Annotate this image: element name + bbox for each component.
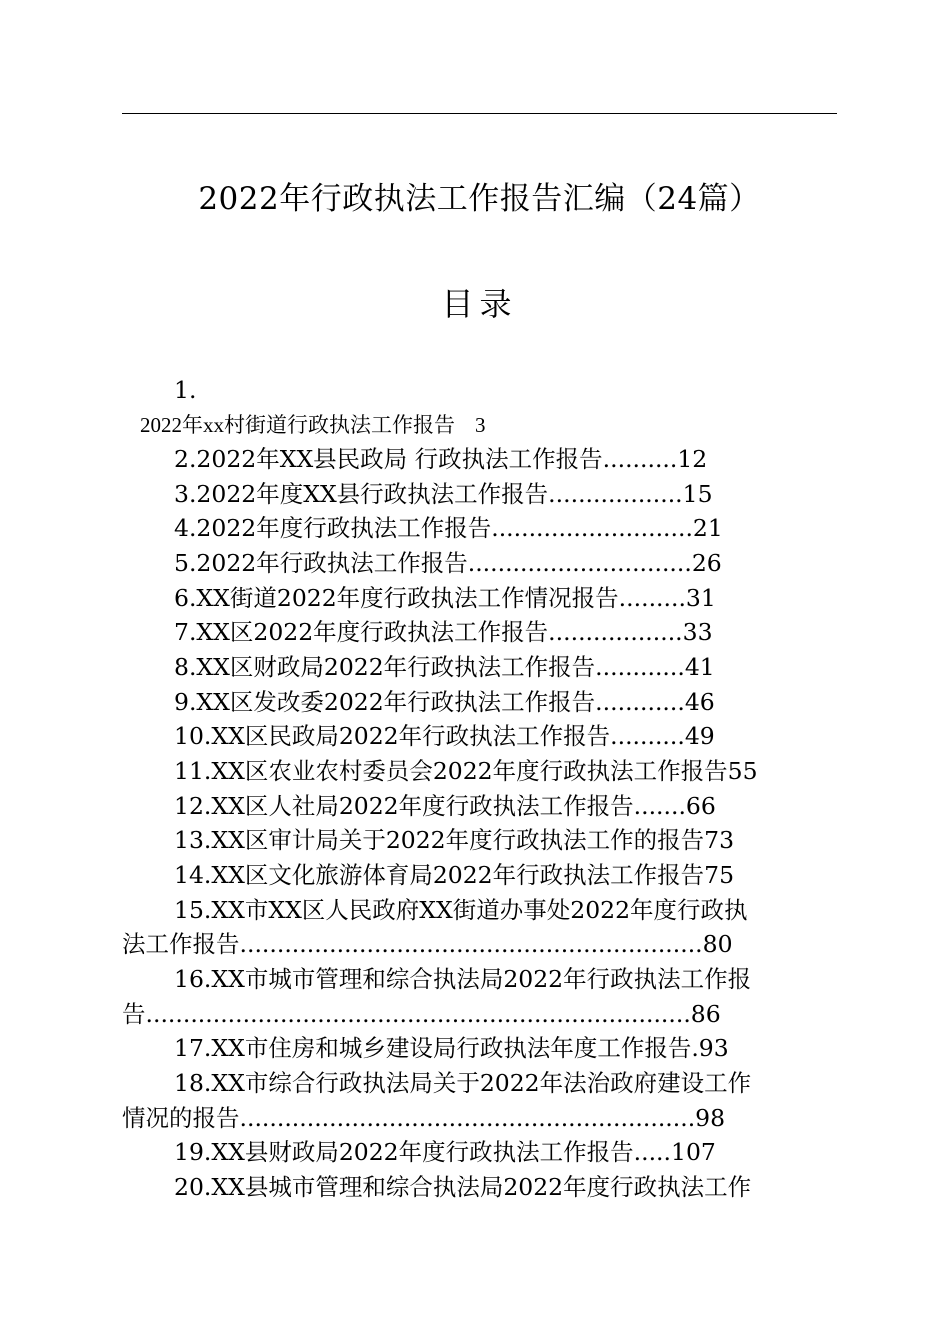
toc-entry-5[interactable]: 5.2022年行政执法工作报告..............................26 xyxy=(174,549,722,577)
toc-entry-2[interactable]: 2.2022年XX县民政局 行政执法工作报告..........12 xyxy=(174,445,708,473)
toc-entry-17[interactable]: 17.XX市住房和城乡建设局行政执法年度工作报告.93 xyxy=(174,1034,729,1062)
toc-entry-12[interactable]: 12.XX区人社局2022年度行政执法工作报告.......66 xyxy=(174,792,716,820)
toc-entry-1-page: 3 xyxy=(475,413,486,437)
toc-entry-19[interactable]: 19.XX县财政局2022年度行政执法工作报告.....107 xyxy=(174,1138,716,1166)
toc-entry-3[interactable]: 3.2022年度XX县行政执法工作报告..................15 xyxy=(174,480,713,508)
toc-entry-9[interactable]: 9.XX区发改委2022年行政执法工作报告............46 xyxy=(174,688,715,716)
toc-entry-4[interactable]: 4.2022年度行政执法工作报告...........................21 xyxy=(174,514,723,542)
toc-heading: 目录 xyxy=(441,285,518,323)
toc-entry-1-title: 2022年xx村街道行政执法工作报告 xyxy=(140,413,455,437)
toc-entry-10[interactable]: 10.XX区民政局2022年行政执法工作报告..........49 xyxy=(174,722,715,750)
toc-entry-20-line-1[interactable]: 20.XX县城市管理和综合执法局2022年度行政执法工作 xyxy=(174,1173,752,1201)
toc-entry-14[interactable]: 14.XX区文化旅游体育局2022年行政执法工作报告75 xyxy=(174,861,735,889)
toc-entry-18-line-2[interactable]: 情况的报告.............................................................98 xyxy=(122,1104,726,1132)
toc-entry-11[interactable]: 11.XX区农业农村委员会2022年度行政执法工作报告55 xyxy=(174,757,758,785)
toc-entry-1-number[interactable]: 1. xyxy=(174,376,197,404)
toc-entry-1[interactable] xyxy=(140,410,486,440)
toc-entry-7[interactable]: 7.XX区2022年度行政执法工作报告..................33 xyxy=(174,618,713,646)
toc-entry-18-line-1[interactable]: 18.XX市综合行政执法局关于2022年法治政府建设工作 xyxy=(174,1069,752,1097)
toc-entry-16-line-1[interactable]: 16.XX市城市管理和综合执法局2022年行政执法工作报 xyxy=(174,965,752,993)
toc-entry-15-line-2[interactable]: 法工作报告..............................................................80 xyxy=(122,930,733,958)
toc-entry-16-line-2[interactable]: 告.........................................................................86 xyxy=(122,1000,721,1028)
toc-entry-15-line-1[interactable]: 15.XX市XX区人民政府XX街道办事处2022年度行政执 xyxy=(174,896,748,924)
toc-entry-13[interactable]: 13.XX区审计局关于2022年度行政执法工作的报告73 xyxy=(174,826,735,854)
header-rule xyxy=(122,113,837,114)
toc-entry-6[interactable]: 6.XX街道2022年度行政执法工作情况报告.........31 xyxy=(174,584,716,612)
document-title: 2022年行政执法工作报告汇编（24篇） xyxy=(198,181,761,217)
toc-entry-8[interactable]: 8.XX区财政局2022年行政执法工作报告............41 xyxy=(174,653,715,681)
